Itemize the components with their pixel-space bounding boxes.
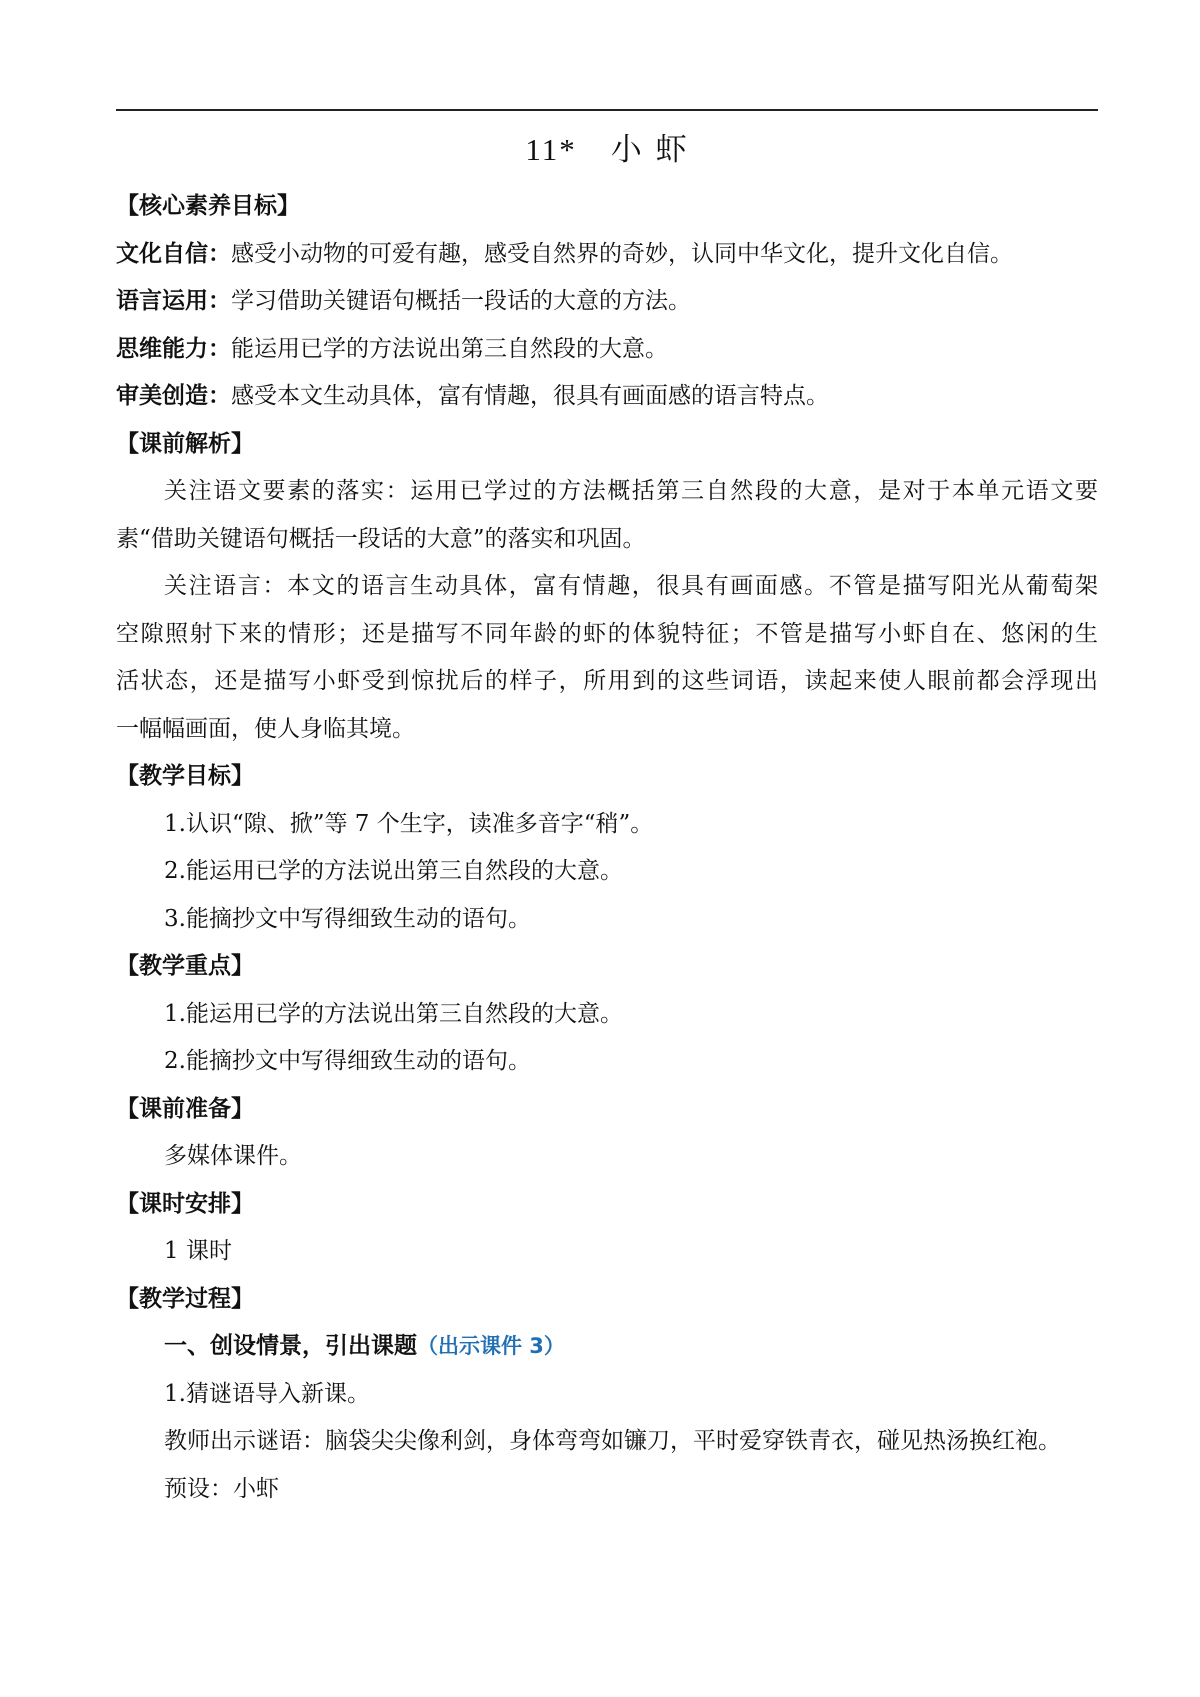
riddle-text: 教师出示谜语：脑袋尖尖像利剑，身体弯弯如镰刀，平时爱穿铁青衣，碰见热汤换红袍。	[164, 1428, 1061, 1454]
analysis-paragraph-2-line: 关注语言：本文的语言生动具体，富有情趣，很具有画面感。不管是描写阳光从葡萄架	[164, 573, 1098, 599]
preset-answer: 预设：小虾	[164, 1476, 279, 1502]
process-step-title	[164, 1330, 1098, 1362]
section-heading-schedule: 【课时安排】	[116, 1191, 254, 1217]
core-item-text: 学习借助关键语句概括一段话的大意的方法。	[231, 288, 691, 314]
analysis-paragraph-2-line: 一幅幅画面，使人身临其境。	[116, 716, 415, 742]
goal-item: 1.认识“隙、掀”等 7 个生字，读准多音字“稍”。	[164, 811, 654, 837]
section-heading-keys: 【教学重点】	[116, 953, 254, 979]
section-heading-goals: 【教学目标】	[116, 763, 254, 789]
section-heading-process: 【教学过程】	[116, 1286, 254, 1312]
page-title	[116, 128, 1098, 172]
section-heading-prep: 【课前准备】	[116, 1096, 254, 1122]
key-item: 1.能运用已学的方法说出第三自然段的大意。	[164, 1001, 623, 1027]
analysis-paragraph-1-line: 关注语文要素的落实：运用已学过的方法概括第三自然段的大意，是对于本单元语文要	[164, 478, 1098, 504]
core-item-language	[116, 285, 1098, 317]
core-item-label: 审美创造：	[116, 383, 231, 409]
lesson-number: 11*	[525, 132, 577, 167]
process-step-item: 1.猜谜语导入新课。	[164, 1381, 370, 1407]
lesson-title: 小 虾	[610, 132, 689, 168]
core-item-label: 文化自信：	[116, 241, 231, 267]
courseware-note: （出示课件 3）	[417, 1334, 565, 1358]
goal-item: 3.能摘抄文中写得细致生动的语句。	[164, 906, 531, 932]
analysis-paragraph-2-line: 空隙照射下来的情形；还是描写不同年龄的虾的体貌特征；不管是描写小虾自在、悠闲的生	[116, 621, 1098, 647]
core-item-label: 思维能力：	[116, 336, 231, 362]
header-rule	[116, 109, 1098, 111]
analysis-paragraph-2-line: 活状态，还是描写小虾受到惊扰后的样子，所用到的这些词语，读起来使人眼前都会浮现出	[116, 668, 1098, 694]
core-item-thinking	[116, 333, 1098, 365]
analysis-paragraph-1-line: 素“借助关键语句概括一段话的大意”的落实和巩固。	[116, 526, 646, 552]
core-item-text: 能运用已学的方法说出第三自然段的大意。	[231, 336, 668, 362]
step-title-text: 一、创设情景，引出课题	[164, 1333, 417, 1359]
key-item: 2.能摘抄文中写得细致生动的语句。	[164, 1048, 531, 1074]
core-item-text: 感受本文生动具体，富有情趣，很具有画面感的语言特点。	[231, 383, 829, 409]
schedule-text: 1 课时	[164, 1238, 232, 1264]
section-heading-core: 【核心素养目标】	[116, 193, 300, 219]
core-item-aesthetic	[116, 380, 1098, 412]
goal-item: 2.能运用已学的方法说出第三自然段的大意。	[164, 858, 623, 884]
core-item-text: 感受小动物的可爱有趣，感受自然界的奇妙，认同中华文化，提升文化自信。	[231, 241, 1013, 267]
core-item-label: 语言运用：	[116, 288, 231, 314]
core-item-culture	[116, 238, 1098, 270]
prep-text: 多媒体课件。	[164, 1143, 302, 1169]
section-heading-analysis: 【课前解析】	[116, 431, 254, 457]
